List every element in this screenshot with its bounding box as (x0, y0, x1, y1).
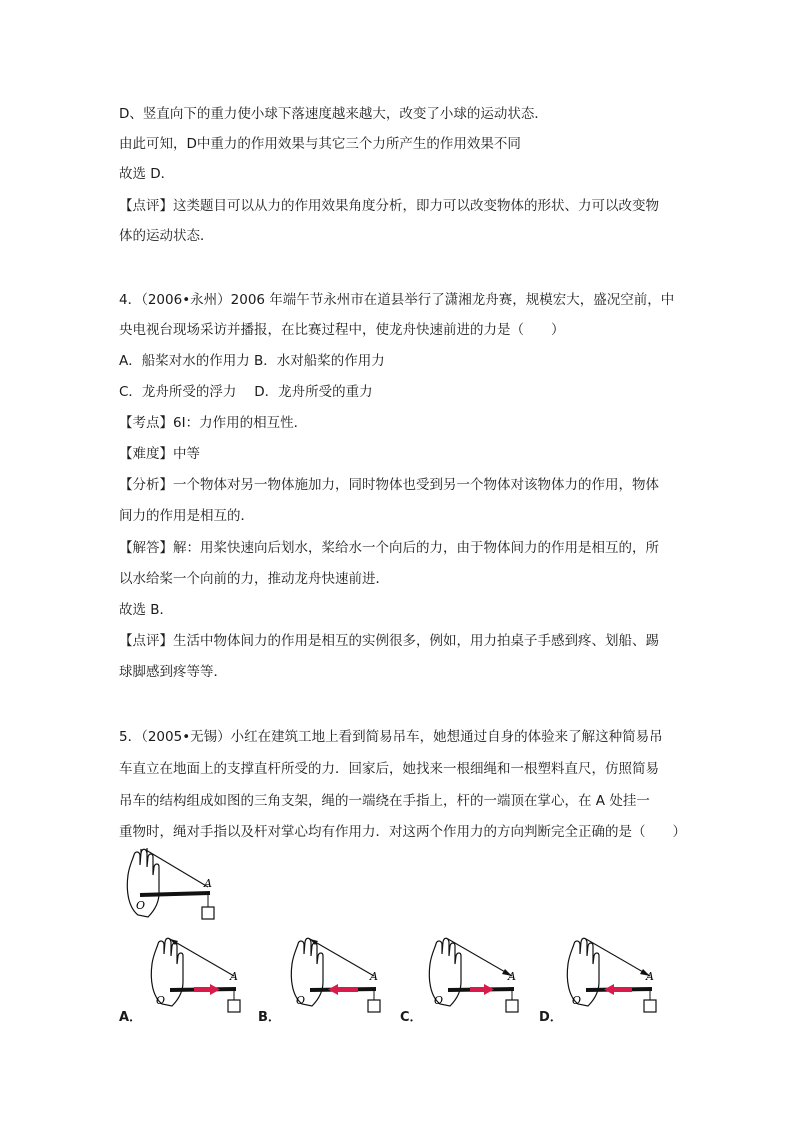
rope (146, 850, 208, 887)
arrow-left-icon (328, 984, 338, 995)
rope (310, 939, 374, 976)
q5-option-c-figure (420, 932, 530, 1017)
q4-fenxi-1: 【分析】一个物体对另一物体施加力，同时物体也受到另一个物体对该物体力的作用，物体 (119, 477, 659, 493)
q5-stem-2: 车直立在地面上的支撑直杆所受的力．回家后，她找来一根细绳和一根塑料直尺，仿照简易 (119, 761, 659, 777)
q5-stem-4: 重物时，绳对手指以及杆对掌心均有作用力．对这两个作用力的方向判断完全正确的是（ ） (119, 824, 686, 840)
q5-option-c-label[interactable]: C． (400, 1010, 423, 1025)
q5-main-figure (118, 845, 228, 925)
q4-fenxi-2: 间力的作用是相互的． (119, 508, 254, 524)
q5-option-a-figure (142, 932, 252, 1017)
rod (140, 893, 210, 895)
q5-option-a-label[interactable]: A． (119, 1010, 143, 1025)
q5-option-b-figure (282, 932, 392, 1017)
weight (506, 1000, 518, 1012)
q3-comment-1: 【点评】这类题目可以从力的作用效果角度分析，即力可以改变物体的形状、力可以改变物 (119, 198, 659, 214)
point-a-label: A (370, 970, 378, 983)
q4-stem-2: 央电视台现场采访并播报，在比赛过程中，使龙舟快速前进的力是（ ） (119, 322, 565, 338)
q4-stem-1: 4．（2006•永州）2006 年端午节永州市在道县举行了潇湘龙舟赛，规模宏大，盛况空前，中 (119, 292, 675, 308)
arrow-right-icon (210, 984, 220, 995)
point-o-label: O (296, 994, 306, 1007)
q4-answer: 故选 B． (119, 602, 174, 618)
point-a-label: A (230, 970, 238, 983)
rope (586, 939, 650, 976)
q4-comment-2: 球脚感到疼等等． (119, 664, 227, 680)
q5-stem-1: 5．（2005•无锡）小红在建筑工地上看到简易吊车，她想通过自身的体验来了解这种简易吊 (119, 729, 663, 745)
weight (202, 907, 214, 919)
weight (228, 1000, 240, 1012)
point-o-label: O (434, 994, 444, 1007)
weight (644, 1000, 656, 1012)
q5-option-d-figure (558, 932, 668, 1017)
weight (368, 1000, 380, 1012)
q4-comment-1: 【点评】生活中物体间力的作用是相互的实例很多，例如，用力拍桌子手感到疼、划船、踢 (119, 633, 659, 649)
q3-answer: 故选 D． (119, 166, 175, 182)
q5-option-b-label[interactable]: B． (258, 1010, 281, 1025)
point-o-label: O (136, 899, 146, 912)
q3-option-d: D、竖直向下的重力使小球下落速度越来越大，改变了小球的运动状态． (119, 106, 548, 122)
point-a-label: A (508, 970, 516, 983)
q4-jieda-1: 【解答】解：用桨快速向后划水，桨给水一个向后的力，由于物体间力的作用是相互的，所 (119, 540, 659, 556)
arrow-right-icon (484, 984, 494, 995)
q4-kaodian: 【考点】6I：力作用的相互性． (119, 415, 308, 431)
q3-comment-2: 体的运动状态． (119, 228, 214, 244)
q5-stem-3: 吊车的结构组成如图的三角支架，绳的一端绕在手指上，杆的一端顶在掌心，在 A 处挂一 (119, 793, 650, 809)
rope (170, 939, 234, 976)
rope (448, 939, 512, 976)
point-a-label: A (646, 970, 654, 983)
point-a-label: A (204, 877, 212, 890)
q4-options-1: A．船桨对水的作用力 B．水对船桨的作用力 (119, 353, 385, 369)
q4-options-2: C．龙舟所受的浮力 D．龙舟所受的重力 (119, 384, 373, 400)
arrow-left-icon (604, 984, 614, 995)
point-o-label: O (156, 994, 166, 1007)
q4-nandu: 【难度】中等 (119, 446, 200, 462)
q3-conclusion: 由此可知，D中重力的作用效果与其它三个力所产生的作用效果不同 (119, 136, 521, 152)
q4-jieda-2: 以水给桨一个向前的力，推动龙舟快速前进． (119, 571, 389, 587)
point-o-label: O (572, 994, 582, 1007)
q5-option-d-label[interactable]: D． (539, 1010, 563, 1025)
